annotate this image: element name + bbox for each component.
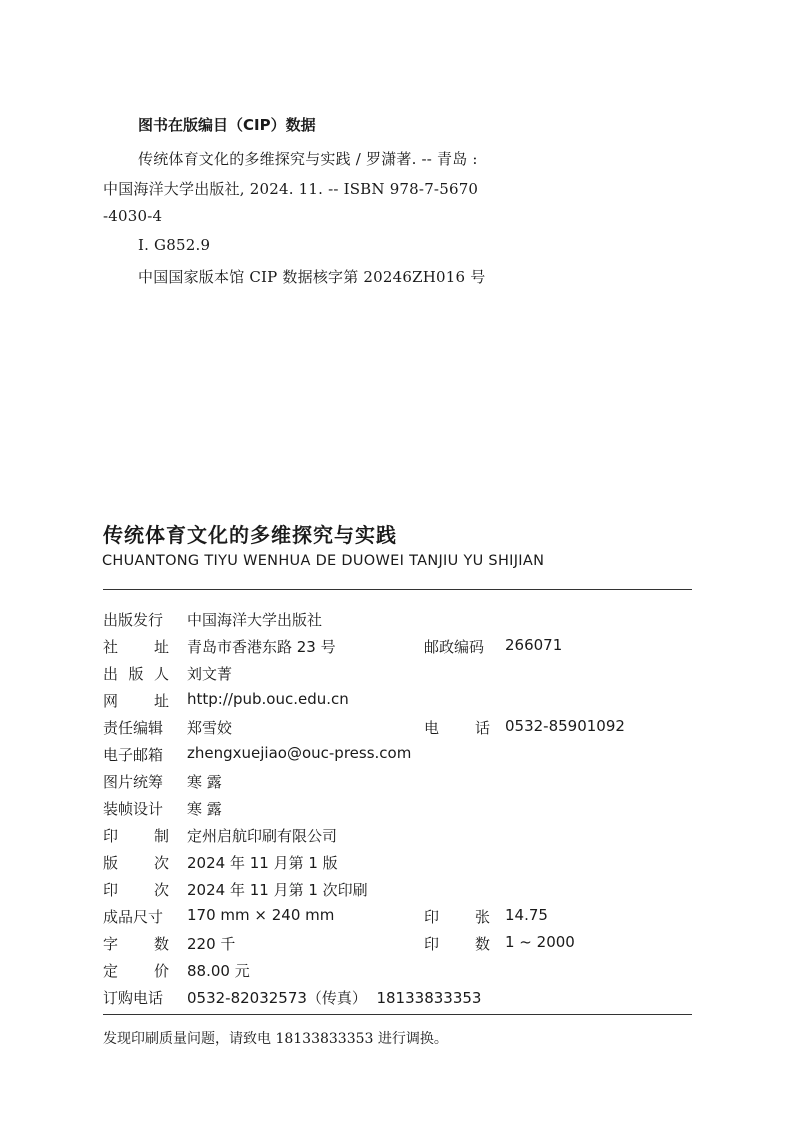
order-value: 0532-82032573（传真） 18133833353 — [187, 989, 482, 1007]
edition-value: 2024 年 11 月第 1 版 — [187, 854, 338, 872]
top-divider — [103, 589, 692, 590]
sheets-label: 印 张 — [424, 908, 490, 926]
printer-value: 定州启航印刷有限公司 — [187, 827, 338, 845]
design-label — [103, 798, 169, 819]
words-value: 220 千 — [187, 935, 236, 953]
printing-value: 2024 年 11 月第 1 次印刷 — [187, 881, 368, 899]
editor-label — [103, 717, 169, 738]
cip-line-5: 中国国家版本馆 CIP 数据核字第 20246ZH016 号 — [138, 268, 486, 286]
order-label — [103, 987, 169, 1008]
info-row-words — [0, 933, 799, 955]
publisher-label-text: 出版发行 — [103, 611, 164, 629]
email-value: zhengxuejiao@ouc-press.com — [187, 744, 412, 762]
printing-label: 印 次 — [103, 881, 169, 899]
book-title: 传统体育文化的多维探究与实践 — [103, 523, 397, 547]
words-label: 字 数 — [103, 935, 169, 953]
cip-line-3: -4030-4 — [103, 207, 163, 225]
postcode-value: 266071 — [505, 636, 563, 654]
website-label: 网 址 — [103, 692, 169, 710]
price-label: 定 价 — [103, 962, 169, 980]
info-row-edition — [0, 852, 799, 874]
info-row-image — [0, 771, 799, 793]
editor-value: 郑雪姣 — [187, 719, 233, 737]
image-label-text: 图片统筹 — [103, 773, 164, 791]
website-value: http://pub.ouc.edu.cn — [187, 690, 349, 708]
copies-label: 印 数 — [424, 935, 490, 953]
design-value: 寒 露 — [187, 800, 222, 818]
postcode-label — [424, 636, 490, 657]
image-value: 寒 露 — [187, 773, 222, 791]
info-row-price — [0, 960, 799, 982]
info-row-size — [0, 906, 799, 928]
info-row-printing — [0, 879, 799, 901]
postcode-label-text: 邮政编码 — [424, 638, 485, 656]
bottom-divider — [103, 1014, 692, 1015]
address-value: 青岛市香港东路 23 号 — [187, 638, 336, 656]
publisher-label — [103, 609, 169, 630]
info-row-editor — [0, 717, 799, 739]
design-label-text: 装帧设计 — [103, 800, 164, 818]
phone-label: 电 话 — [424, 719, 490, 737]
editor-label-text: 责任编辑 — [103, 719, 164, 737]
cip-line-1: 传统体育文化的多维探究与实践 / 罗潇著. -- 青岛 : — [138, 150, 478, 168]
order-label-text: 订购电话 — [103, 989, 164, 1007]
size-value: 170 mm × 240 mm — [187, 906, 335, 924]
info-row-order — [0, 987, 799, 1009]
email-label — [103, 744, 169, 765]
info-row-design — [0, 798, 799, 820]
price-value: 88.00 元 — [187, 962, 250, 980]
size-label-text: 成品尺寸 — [103, 908, 164, 926]
printer-label: 印 制 — [103, 827, 169, 845]
info-row-issuer — [0, 663, 799, 685]
cip-line-2: 中国海洋大学出版社, 2024. 11. -- ISBN 978-7-5670 — [103, 180, 479, 198]
publisher-value: 中国海洋大学出版社 — [187, 611, 323, 629]
copies-value: 1 ~ 2000 — [505, 933, 575, 951]
size-label — [103, 906, 169, 927]
address-label: 社 址 — [103, 638, 169, 656]
info-row-printer — [0, 825, 799, 847]
info-row-email — [0, 744, 799, 766]
email-label-text: 电子邮箱 — [103, 746, 164, 764]
cip-line-4: Ⅰ. G852.9 — [138, 236, 211, 254]
book-title-pinyin: CHUANTONG TIYU WENHUA DE DUOWEI TANJIU YU SHIJIAN — [102, 553, 545, 569]
phone-value: 0532-85901092 — [505, 717, 625, 735]
info-row-website — [0, 690, 799, 712]
sheets-value: 14.75 — [505, 906, 548, 924]
issuer-value: 刘文菁 — [187, 665, 233, 683]
info-row-address — [0, 636, 799, 658]
footer-note: 发现印刷质量问题，请致电 18133833353 进行调换。 — [103, 1031, 448, 1047]
info-row-publisher — [0, 609, 799, 631]
edition-label: 版 次 — [103, 854, 169, 872]
cip-title: 图书在版编目（CIP）数据 — [138, 116, 316, 134]
issuer-label: 出 版 人 — [103, 665, 169, 683]
image-label — [103, 771, 169, 792]
